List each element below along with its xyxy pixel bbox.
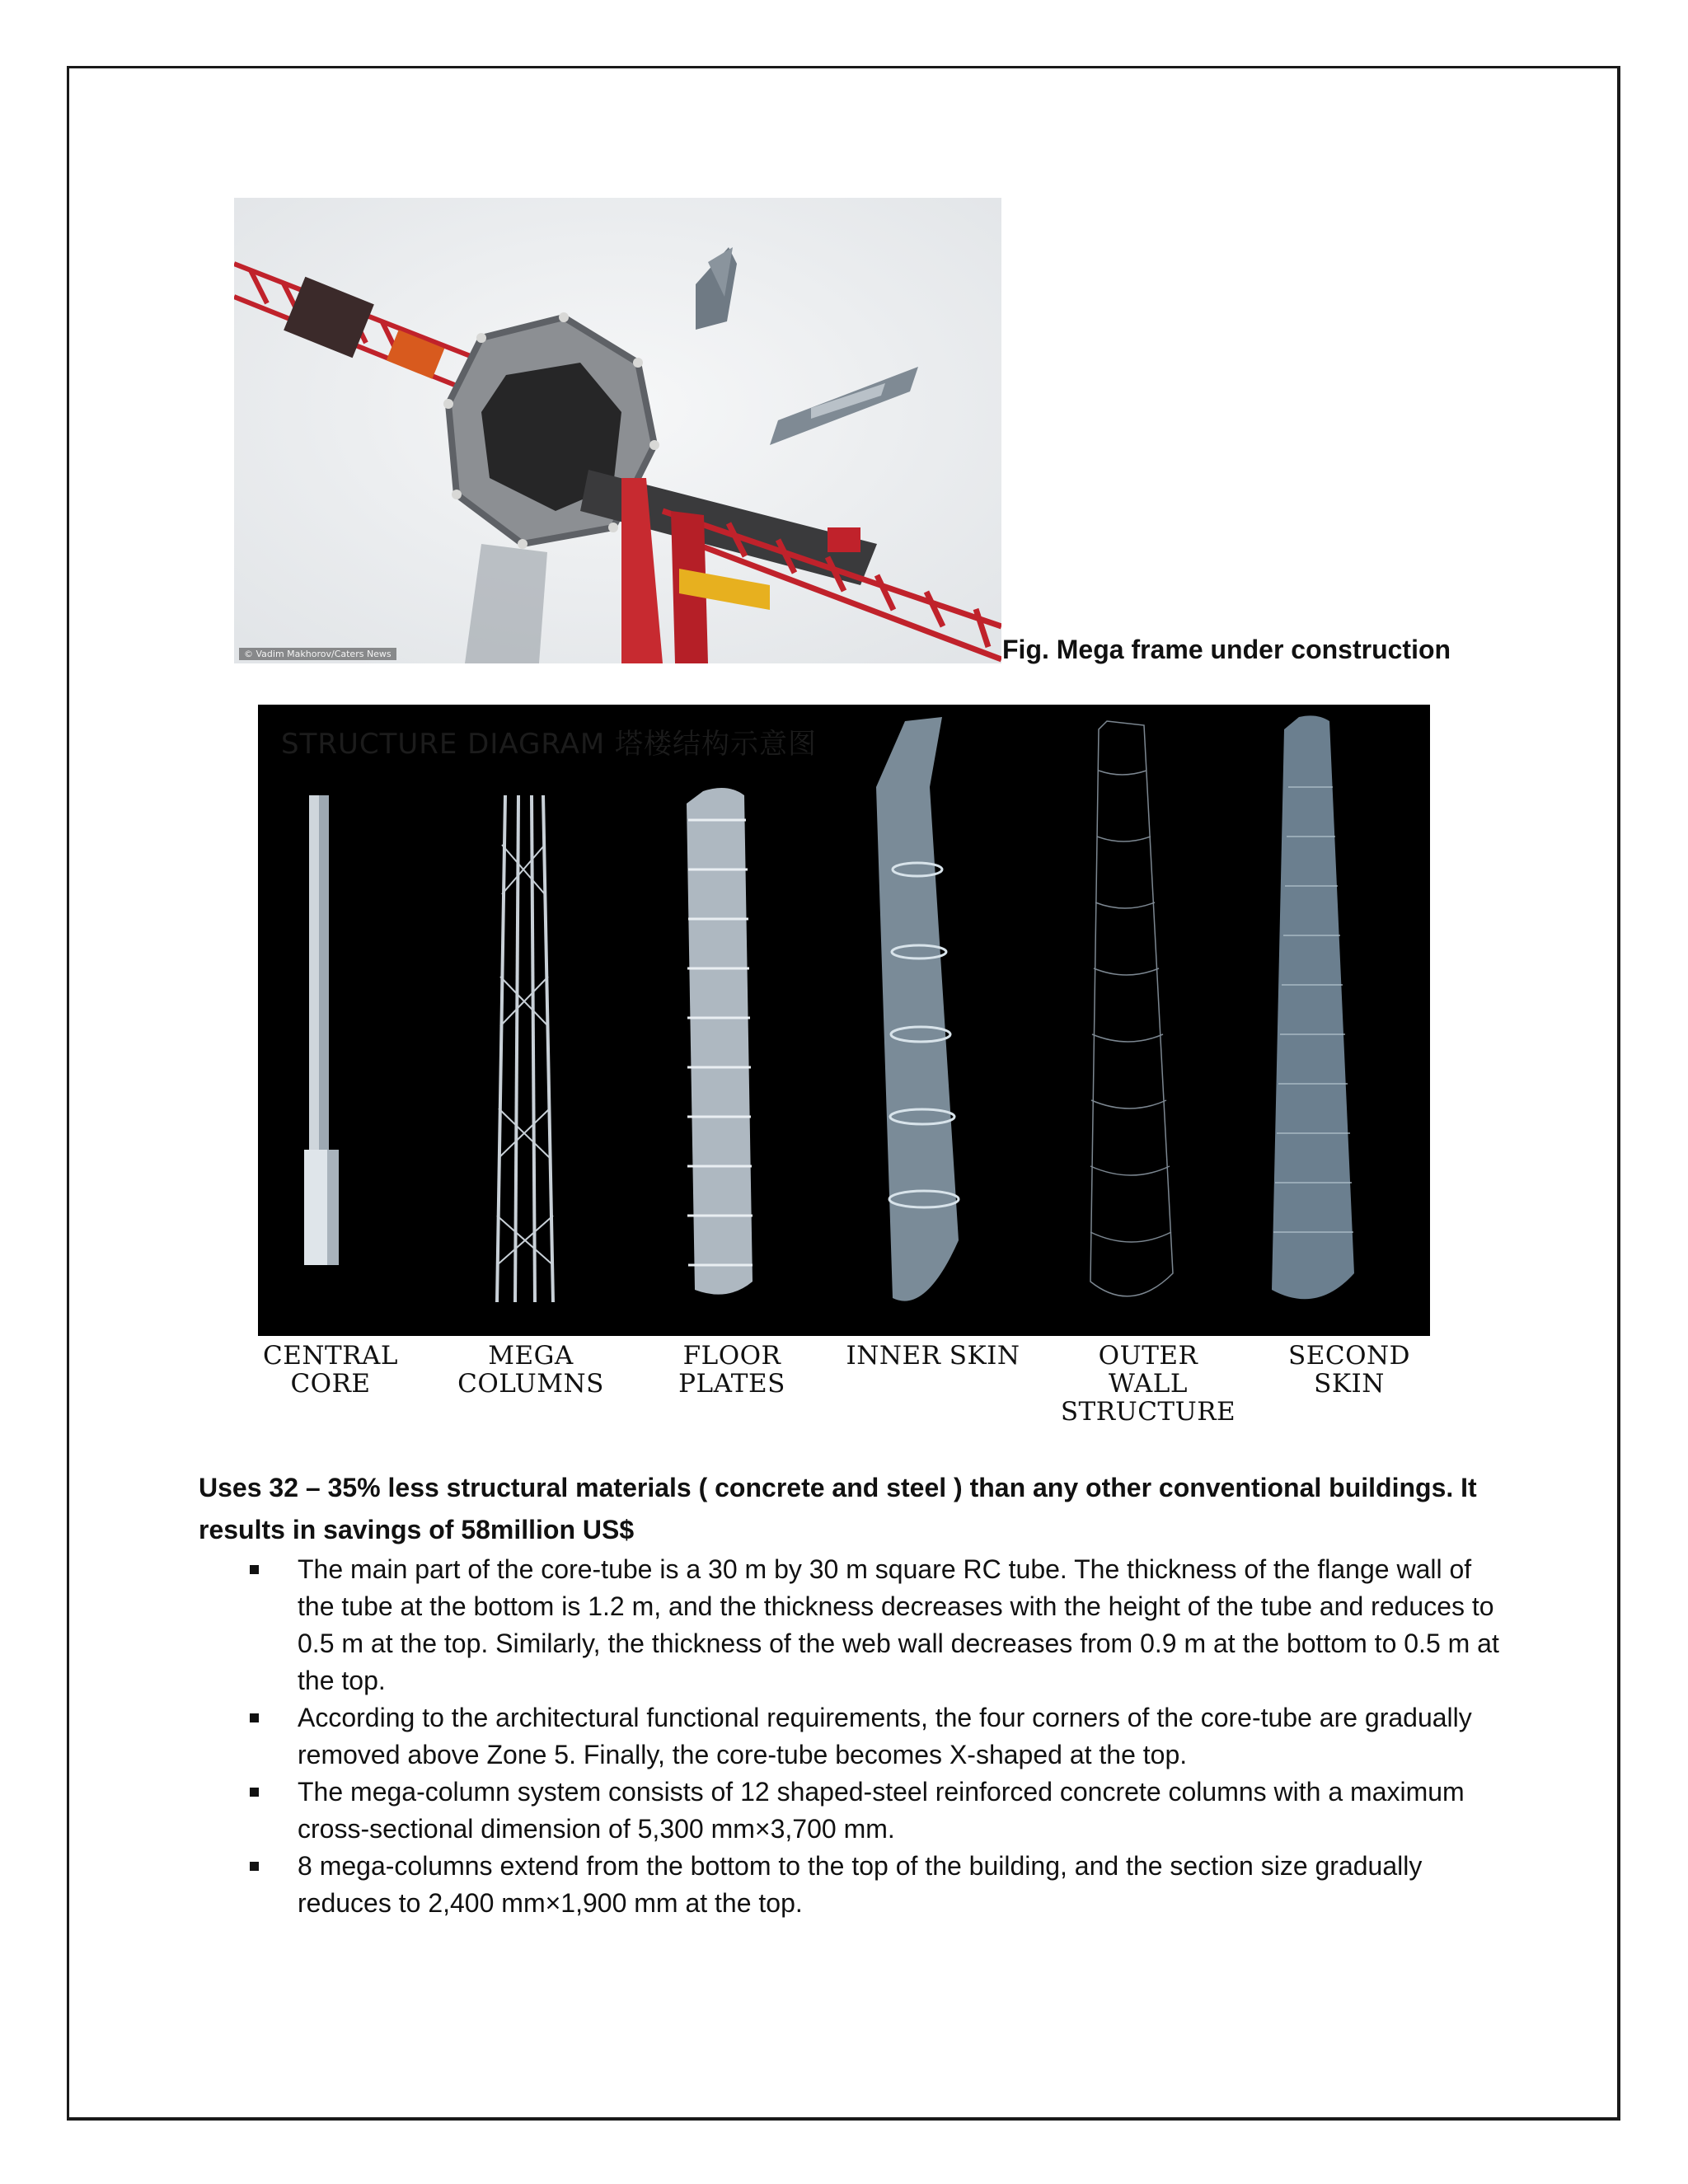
label-inner-skin: INNER SKIN — [846, 1341, 1020, 1371]
summary-text: Uses 32 – 35% less structural materials ( concrete and steel ) than any other conventional buildings. It results in savings of 58million US$ — [199, 1473, 1477, 1544]
component-labels — [258, 1342, 1430, 1432]
photo-credit: © Vadim Makhorov/Caters News — [239, 648, 396, 660]
central-core-illustration — [304, 795, 339, 1265]
label-central-core: CENTRAL CORE — [263, 1341, 398, 1399]
label-floor-plates: FLOOR PLATES — [678, 1341, 785, 1399]
bullet-list — [248, 1551, 1501, 1922]
mega-columns-illustration — [497, 795, 553, 1302]
bullet-item — [248, 1848, 1501, 1922]
square-bullet-icon — [250, 1862, 259, 1871]
square-bullet-icon — [250, 1788, 259, 1797]
square-bullet-icon — [250, 1565, 259, 1574]
bullet-text: 8 mega-columns extend from the bottom to the top of the building, and the section size gradually reduces to 2,400 mm×1,900 mm at the top. — [298, 1851, 1423, 1918]
structure-diagram — [258, 705, 1430, 1336]
bullet-text: According to the architectural functional requirements, the four corners of the core-tube are gradually removed above Zone 5. Finally, the core-tube becomes X-shaped at the top. — [298, 1703, 1472, 1769]
bullet-item — [248, 1551, 1501, 1699]
label-mega-columns: MEGA COLUMNS — [457, 1341, 604, 1399]
bullet-item — [248, 1774, 1501, 1848]
diagram-title: STRUCTURE DIAGRAM 塔楼结构示意图 — [281, 728, 818, 761]
outer-wall-illustration — [1090, 721, 1173, 1296]
label-second-skin: SECOND SKIN — [1288, 1341, 1410, 1399]
bullet-item — [248, 1699, 1501, 1774]
label-outer-wall: OUTER WALL STRUCTURE — [1060, 1341, 1236, 1427]
square-bullet-icon — [250, 1713, 259, 1722]
second-skin-illustration — [1272, 715, 1354, 1299]
construction-photo — [234, 198, 1001, 663]
inner-skin-illustration — [876, 717, 959, 1301]
photo-caption: Fig. Mega frame under construction — [1002, 635, 1451, 664]
bullet-text: The mega-column system consists of 12 shaped-steel reinforced concrete columns with a maximum cross-sectional dimension of 5,300 mm×3,700 mm. — [298, 1777, 1465, 1844]
floor-plates-illustration — [687, 788, 753, 1295]
bullet-text: The main part of the core-tube is a 30 m by 30 m square RC tube. The thickness of the flange wall of the tube at the bottom is 1.2 m, and the thickness decreases with the height of the tube and reduces to 0.5 m at the top. Similarly, the thickness of the web wall decreases from 0.9 m at the bottom to 0.5 m at the top. — [298, 1554, 1499, 1695]
